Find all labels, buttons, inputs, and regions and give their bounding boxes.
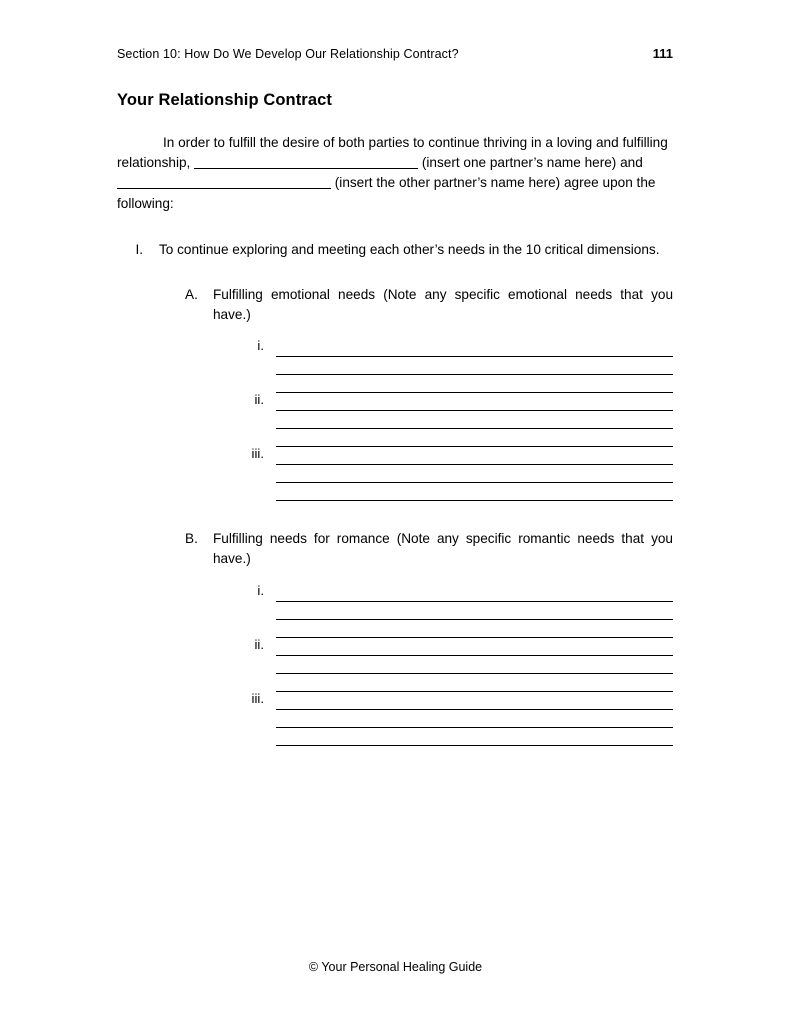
writing-lines-group-b [159,582,673,749]
running-head [117,46,673,62]
writing-line-marker: i. [257,582,264,598]
intro-text-part-1: In order to fulfill the desire of both parties to continue thriving in a loving and fulfilling relationship, [117,134,668,171]
writing-line-rule[interactable] [276,356,673,357]
intro-text-part-3: (insert the other partner’s name here) agree upon the following: [117,175,656,211]
writing-line-row [159,659,673,677]
writing-line-row [159,690,673,713]
writing-line-rule[interactable] [276,727,673,728]
running-head-section-title: Section 10: How Do We Develop Our Relationship Contract? [117,47,459,61]
writing-line-rule[interactable] [276,745,673,746]
writing-line-marker: i. [257,338,264,354]
writing-line-rule[interactable] [276,709,673,710]
intro-text-part-2: (insert one partner’s name here) and [421,155,643,171]
footer-copyright: © Your Personal Healing Guide [308,960,483,974]
writing-line-row [159,731,673,749]
writing-line-marker: iii. [251,690,264,706]
writing-line-rule[interactable] [276,500,673,501]
writing-line-row [159,338,673,360]
writing-line-rule[interactable] [276,392,673,393]
page-number: 111 [652,46,673,61]
writing-line-rule[interactable] [276,619,673,620]
writing-line-row [159,392,673,414]
list-item-marker: I. [135,242,143,258]
partner-one-name-blank[interactable] [194,168,418,169]
writing-line-rule[interactable] [276,464,673,465]
writing-line-row [159,713,673,731]
writing-line-row [159,468,673,486]
page-body [117,90,673,749]
writing-line-rule[interactable] [276,637,673,638]
agreement-list [117,240,673,749]
sub-item-block-b [159,529,673,748]
writing-line-rule[interactable] [276,428,673,429]
writing-line-rule[interactable] [276,655,673,656]
list-item-text: To continue exploring and meeting each other’s needs in the 10 critical dimensions. [159,242,660,258]
intro-paragraph [117,133,673,215]
writing-line-rule[interactable] [276,482,673,483]
writing-lines-group-a [159,338,673,504]
writing-line-rule[interactable] [276,673,673,674]
writing-line-row [159,636,673,659]
writing-line-marker: ii. [254,636,264,652]
list-item-roman-1 [117,240,673,749]
writing-line-row [159,486,673,504]
list-item-letter-a [185,285,673,324]
sub-item-block-a [159,285,673,504]
writing-line-marker: iii. [251,446,264,462]
writing-line-rule[interactable] [276,691,673,692]
writing-line-rule[interactable] [276,446,673,447]
partner-two-name-blank[interactable] [117,188,331,189]
list-item-letter-b [185,529,673,568]
writing-line-row [159,605,673,623]
writing-line-row [159,414,673,432]
writing-line-marker: ii. [254,392,264,408]
writing-line-rule[interactable] [276,410,673,411]
sub-list [159,285,673,749]
writing-line-row [159,582,673,605]
page-title: Your Relationship Contract [117,91,332,109]
page-footer [0,960,791,974]
writing-line-row [159,446,673,468]
sub-item-text: Fulfilling emotional needs (Note any specific emotional needs that you have.) [213,286,673,322]
sub-item-marker: A. [185,286,198,302]
writing-line-rule[interactable] [276,374,673,375]
sub-item-marker: B. [185,531,198,547]
writing-line-row [159,360,673,378]
sub-item-text: Fulfilling needs for romance (Note any specific romantic needs that you have.) [213,531,673,566]
writing-line-rule[interactable] [276,601,673,602]
